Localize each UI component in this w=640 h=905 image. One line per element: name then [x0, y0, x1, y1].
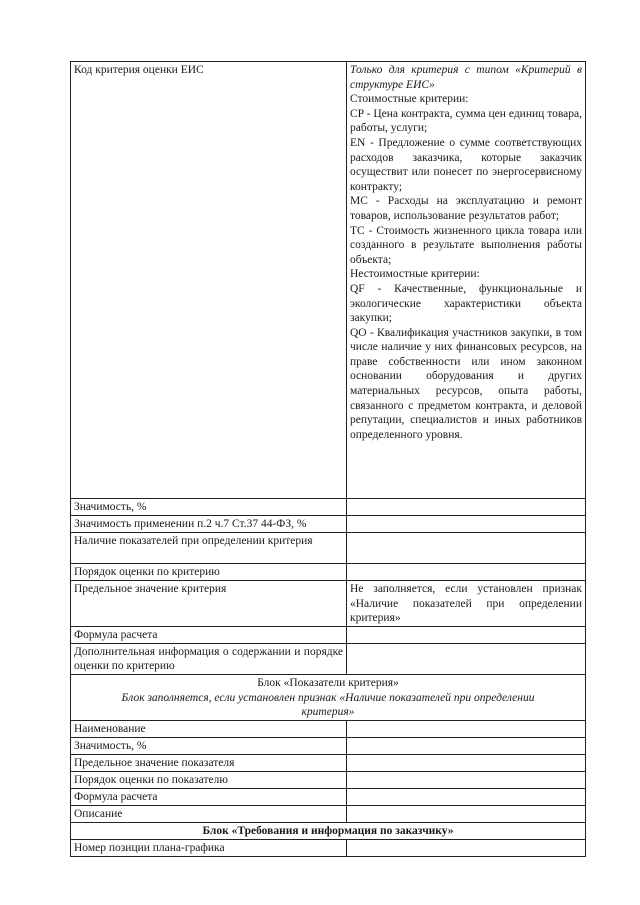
- plan-position-label: Номер позиции плана-графика: [71, 839, 347, 856]
- indicator-order-label: Порядок оценки по показателю: [71, 771, 347, 788]
- indicators-block-header: [71, 674, 586, 720]
- table-row: [71, 788, 586, 805]
- table-row: [71, 839, 586, 856]
- evaluation-order-label: Порядок оценки по критерию: [71, 564, 347, 581]
- plan-position-value[interactable]: [347, 839, 586, 856]
- significance-44fz-value[interactable]: [347, 516, 586, 533]
- indicator-name-label: Наименование: [71, 720, 347, 737]
- significance-label: Значимость, %: [71, 499, 347, 516]
- customer-block-title: Блок «Требования и информация по заказчику»: [71, 822, 586, 839]
- table-row: [71, 720, 586, 737]
- table-row: [71, 533, 586, 564]
- limit-value-note: Не заполняется, если установлен признак «Наличие показателей при определении критерия»: [347, 581, 586, 627]
- indicators-block-note: Блок заполняется, если установлен признак «Наличие показателей при определении критерия»: [121, 691, 535, 719]
- significance-44fz-label: Значимость применении п.2 ч.7 Ст.37 44-ФЗ, %: [71, 516, 347, 533]
- criterion-qo: QO - Квалификация участников закупки, в том числе наличие у них финансовых ресурсов, на праве собственности или ином законном основании оборудования и других материальных ресурсов, опыта работы, связанного с предметом контракта, и деловой репутации, специалистов и иных работников определенного уровня.: [350, 326, 582, 441]
- indicator-formula-value[interactable]: [347, 788, 586, 805]
- evaluation-order-value[interactable]: [347, 564, 586, 581]
- indicator-name-value[interactable]: [347, 720, 586, 737]
- formula-value[interactable]: [347, 626, 586, 643]
- additional-info-label: Дополнительная информация о содержании и порядке оценки по критерию: [71, 643, 347, 674]
- has-indicators-label: Наличие показателей при определении критерия: [71, 533, 347, 564]
- significance-value[interactable]: [347, 499, 586, 516]
- table-row: [71, 62, 586, 499]
- table-row: [71, 674, 586, 720]
- code-label: Код критерия оценки ЕИС: [71, 62, 347, 499]
- noncost-criteria-header: Нестоимостные критерии:: [350, 268, 480, 281]
- criterion-en: EN - Предложение о сумме соответствующих расходов заказчика, которые заказчик осуществит или понесет по энергосервисному контракту;: [350, 136, 582, 193]
- limit-value-label: Предельное значение критерия: [71, 581, 347, 627]
- indicator-description-label: Описание: [71, 805, 347, 822]
- table-row: [71, 822, 586, 839]
- criterion-cp: CP - Цена контракта, сумма цен единиц товара, работы, услуги;: [350, 107, 582, 135]
- table-row: [71, 737, 586, 754]
- indicator-limit-label: Предельное значение показателя: [71, 754, 347, 771]
- table-row: [71, 626, 586, 643]
- code-note: Только для критерия с типом «Критерий в структуре ЕИС»: [350, 64, 582, 91]
- has-indicators-value[interactable]: [347, 533, 586, 564]
- criterion-form-table: [70, 61, 586, 857]
- indicator-significance-label: Значимость, %: [71, 737, 347, 754]
- indicators-block-title: Блок «Показатели критерия»: [257, 676, 399, 689]
- indicator-significance-value[interactable]: [347, 737, 586, 754]
- table-row: [71, 564, 586, 581]
- additional-info-value[interactable]: [347, 643, 586, 674]
- table-row: [71, 516, 586, 533]
- indicator-order-value[interactable]: [347, 771, 586, 788]
- criterion-qf: QF - Качественные, функциональные и экологические характеристики объекта закупки;: [350, 282, 582, 325]
- table-row: [71, 754, 586, 771]
- table-row: [71, 805, 586, 822]
- criterion-mc: MC - Расходы на эксплуатацию и ремонт товаров, использование результатов работ;: [350, 195, 582, 222]
- table-row: [71, 643, 586, 674]
- code-description: [347, 62, 586, 499]
- table-row: [71, 499, 586, 516]
- indicator-description-value[interactable]: [347, 805, 586, 822]
- table-row: [71, 581, 586, 627]
- formula-label: Формула расчета: [71, 626, 347, 643]
- table-row: [71, 771, 586, 788]
- cost-criteria-header: Стоимостные критерии:: [350, 93, 469, 106]
- criterion-tc: TC - Стоимость жизненного цикла товара или созданного в результате выполнения работы объекта;: [350, 224, 582, 266]
- indicator-formula-label: Формула расчета: [71, 788, 347, 805]
- indicator-limit-value[interactable]: [347, 754, 586, 771]
